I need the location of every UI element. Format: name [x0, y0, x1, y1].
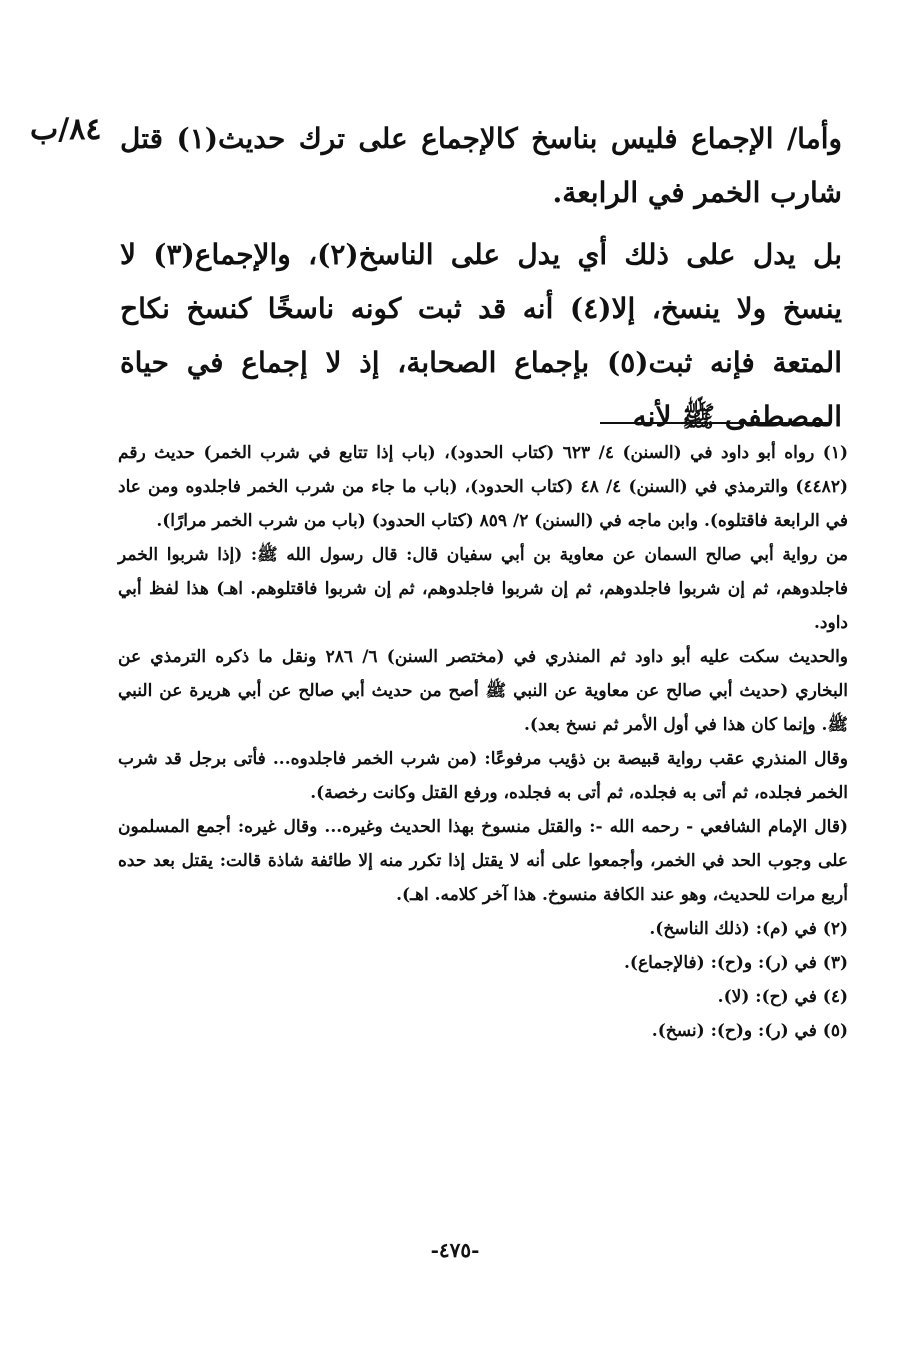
footnote-1-continued-a: من رواية أبي صالح السمان عن معاوية بن أبي سفيان قال: قال رسول الله ﷺ: (إذا شربوا الخمر فاجلدوهم، ثم إن شربوا فاجلدوهم، ثم إن شربوا فاجلدوهم، ثم إن شربوا فاقتلوهم. اهـ) هذا لفظ أبي داود.: [118, 545, 848, 633]
footnote-5: (٥) في (ر): و(ح): (نسخ).: [651, 1021, 848, 1041]
main-text: [120, 112, 842, 452]
main-paragraph-2: بل يدل على ذلك أي يدل على الناسخ(٢)، والإجماع(٣) لا ينسخ ولا ينسخ، إلا(٤) أنه قد ثبت كونه ناسخًا كنسخ نكاح المتعة فإنه ثبت(٥) بإجماع الصحابة، إذ لا إجماع في حياة المصطفى ﷺ لأنه: [120, 238, 842, 433]
footnote-1-continued-d: (قال الإمام الشافعي - رحمه الله -: والقتل منسوخ بهذا الحديث وغيره... وقال غيره: أجمع المسلمون على وجوب الحد في الخمر، وأجمعوا على أنه لا يقتل إذا تكرر منه إلا طائفة شاذة قالت: يقتل بعد حده أربع مرات للحديث، وهو عند الكافة منسوخ. هذا آخر كلامه. اهـ).: [118, 817, 848, 905]
footnote-1-continued-c: وقال المنذري عقب رواية قبيصة بن ذؤيب مرفوعًا: (من شرب الخمر فاجلدوه... فأتى برجل قد شرب الخمر فجلده، ثم أتى به فجلده، ثم أتى به فجلده، ورفع القتل وكانت رخصة).: [118, 749, 848, 803]
footnote-separator: [600, 422, 830, 424]
main-paragraph-1: وأما/ الإجماع فليس بناسخ كالإجماع على ترك حديث(١) قتل شارب الخمر في الرابعة.: [120, 122, 842, 209]
footnote-1-continued-b: والحديث سكت عليه أبو داود ثم المنذري في (مختصر السنن) ٦/ ٢٨٦ ونقل ما ذكره الترمذي عن البخاري (حديث أبي صالح عن معاوية عن النبي ﷺ أصح من حديث أبي صالح عن أبي هريرة عن النبي ﷺ. وإنما كان هذا في أول الأمر ثم نسخ بعد).: [118, 647, 849, 735]
footnote-2: (٢) في (م): (ذلك الناسخ).: [649, 919, 848, 939]
page-number: -٤٧٥-: [430, 1238, 480, 1262]
footnote-4: (٤) في (ح): (لا).: [717, 987, 848, 1007]
margin-folio-note: ٨٤/ب: [30, 112, 102, 147]
footnotes: [118, 436, 848, 1048]
footnote-1: (١) رواه أبو داود في (السنن) ٤/ ٦٢٣ (كتاب الحدود)، (باب إذا تتابع في شرب الخمر) حديث رقم (٤٤٨٢) والترمذي في (السنن) ٤/ ٤٨ (كتاب الحدود)، (باب ما جاء من شرب الخمر فاجلدوه ومن عاد في الرابعة فاقتلوه). وابن ماجه في (السنن) ٢/ ٨٥٩ (كتاب الحدود) (باب من شرب الخمر مرارًا).: [118, 443, 848, 531]
footnote-3: (٣) في (ر): و(ح): (فالإجماع).: [624, 953, 848, 973]
